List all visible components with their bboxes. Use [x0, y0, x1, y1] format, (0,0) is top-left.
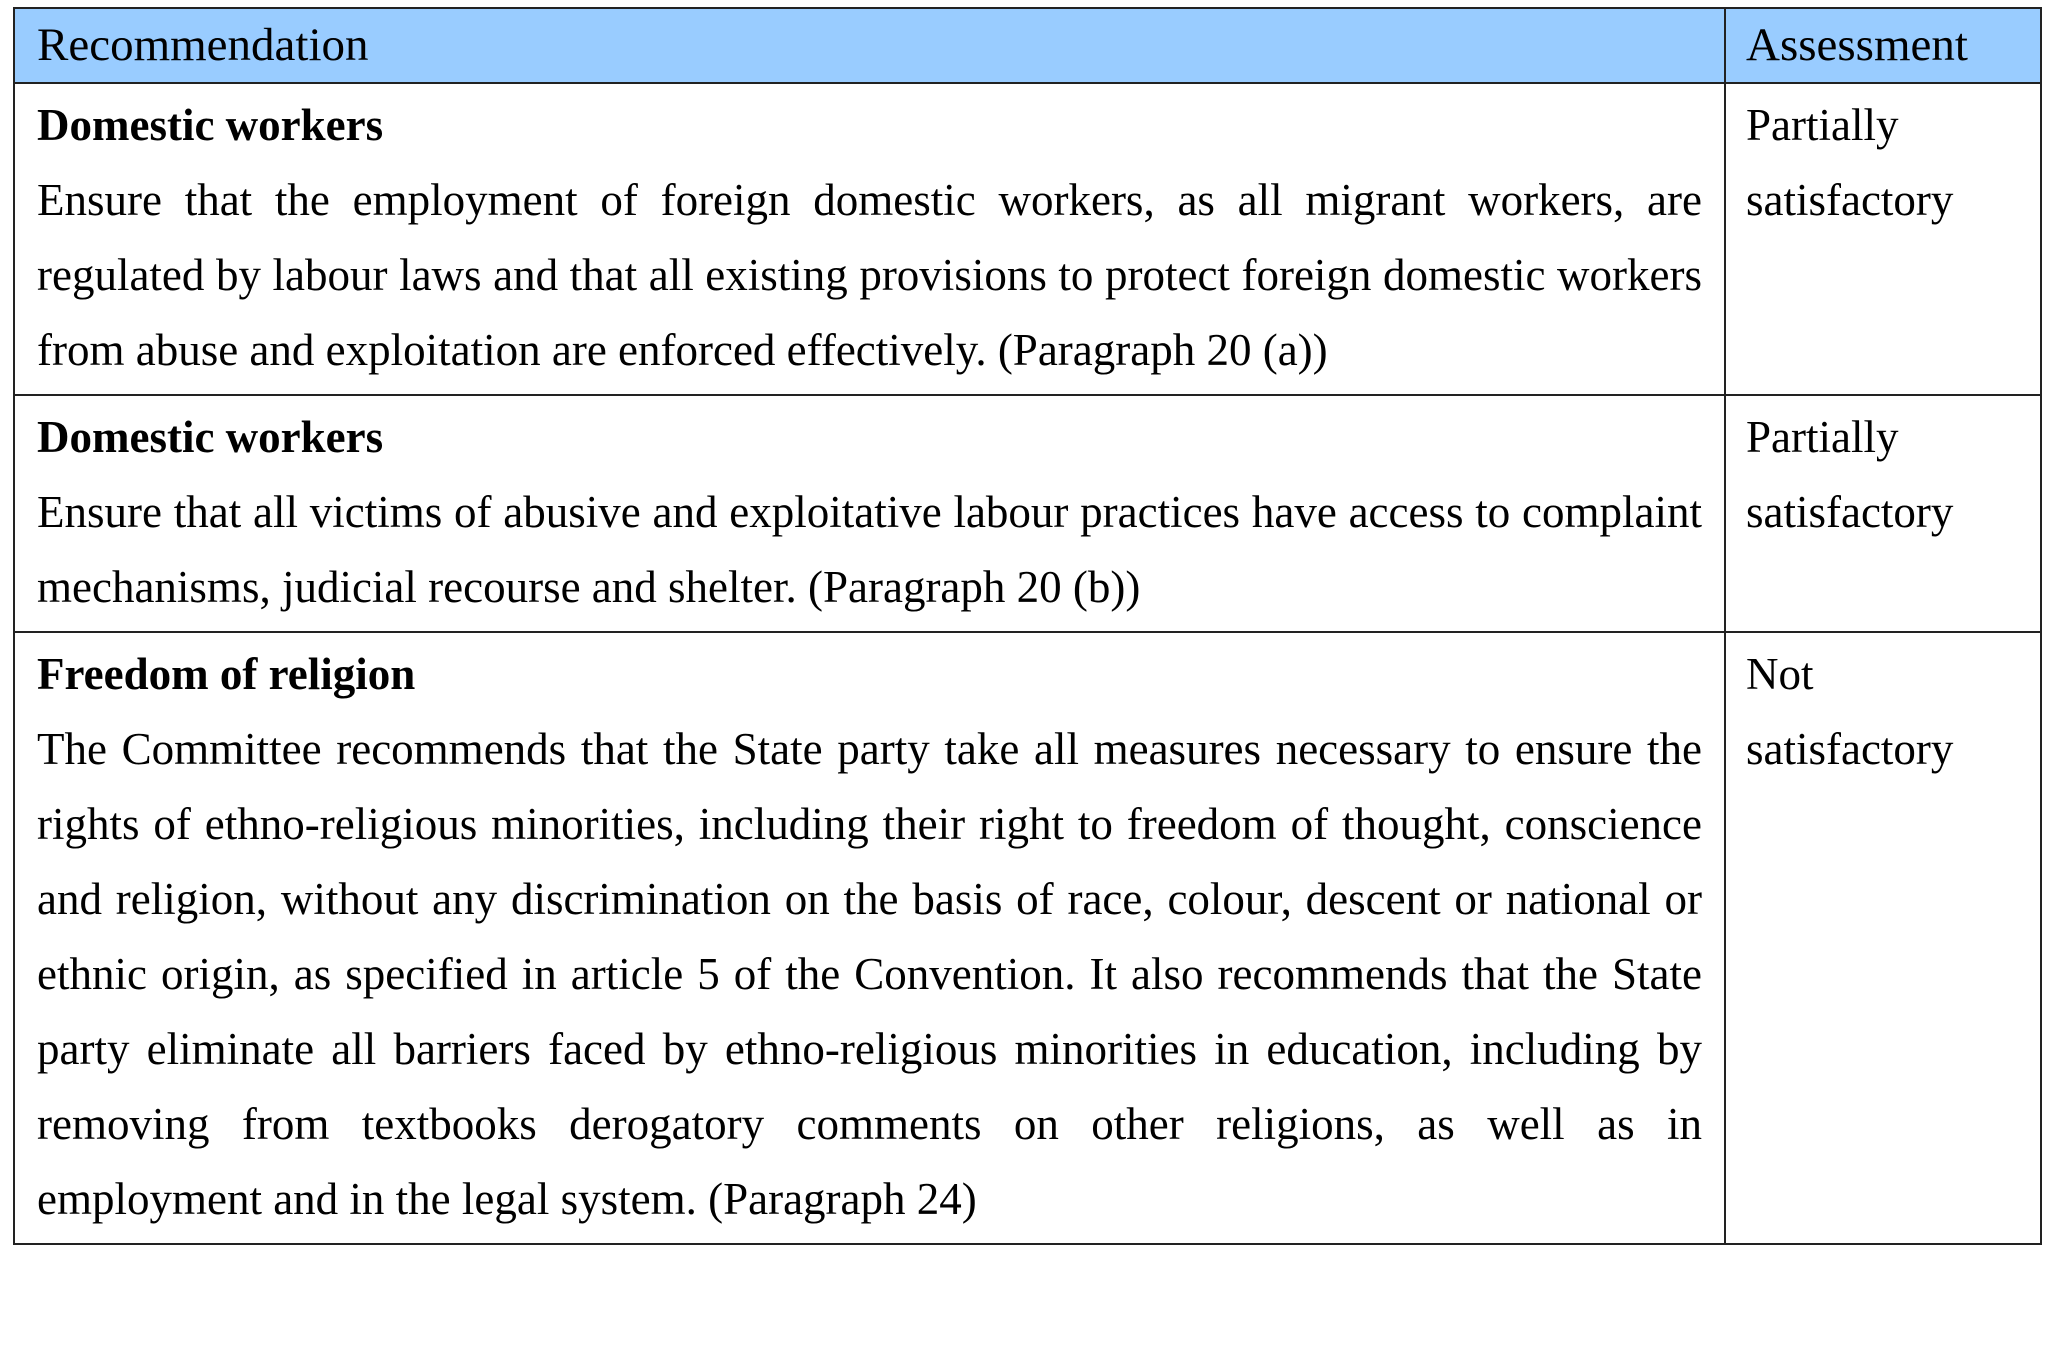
assessment-value-line2: satisfactory	[1746, 724, 1954, 774]
assessment-value-line1: Partially	[1746, 412, 1899, 462]
recommendation-cell	[14, 395, 1725, 632]
recommendation-cell	[14, 83, 1725, 395]
assessment-value-line1: Partially	[1746, 100, 1899, 150]
assessment-column-header	[1725, 8, 2041, 83]
assessment-cell	[1725, 632, 2041, 1244]
assessment-value-line2: satisfactory	[1746, 175, 1954, 225]
recommendation-column-header	[14, 8, 1725, 83]
assessment-value-line2: satisfactory	[1746, 487, 1954, 537]
recommendation-title: Domestic workers	[37, 412, 384, 462]
recommendations-table	[13, 7, 2042, 1245]
assessment-value-line1: Not	[1746, 649, 1814, 699]
table-row	[14, 395, 2041, 632]
table-row	[14, 83, 2041, 395]
recommendation-cell	[14, 632, 1725, 1244]
assessment-cell	[1725, 83, 2041, 395]
recommendation-title: Domestic workers	[37, 100, 384, 150]
recommendation-header-label: Recommendation	[37, 19, 369, 71]
table-header-row	[14, 8, 2041, 83]
assessment-header-label: Assessment	[1746, 19, 1968, 71]
recommendation-text: The Committee recommends that the State party take all measures necessary to ensure the rights of ethno-religious minorities, including their right to freedom of thought, conscience and religion, without any discrimination on the basis of race, colour, descent or national or ethnic origin, as specified in article 5 of the Convention. It also recommends that the State party eliminate all barriers faced by ethno-religious minorities in education, including by removing from textbooks derogatory comments on other religions, as well as in employment and in the legal system. (Paragraph 24)	[37, 724, 1702, 1224]
assessment-cell	[1725, 395, 2041, 632]
recommendation-text: Ensure that all victims of abusive and exploitative labour practices have access to complaint mechanisms, judicial recourse and shelter. (Paragraph 20 (b))	[37, 487, 1702, 612]
recommendation-title: Freedom of religion	[37, 649, 416, 699]
table-row	[14, 632, 2041, 1244]
recommendation-text: Ensure that the employment of foreign domestic workers, as all migrant workers, are regulated by labour laws and that all existing provisions to protect foreign domestic workers from abuse and exploitation are enforced effectively. (Paragraph 20 (a))	[37, 175, 1702, 375]
